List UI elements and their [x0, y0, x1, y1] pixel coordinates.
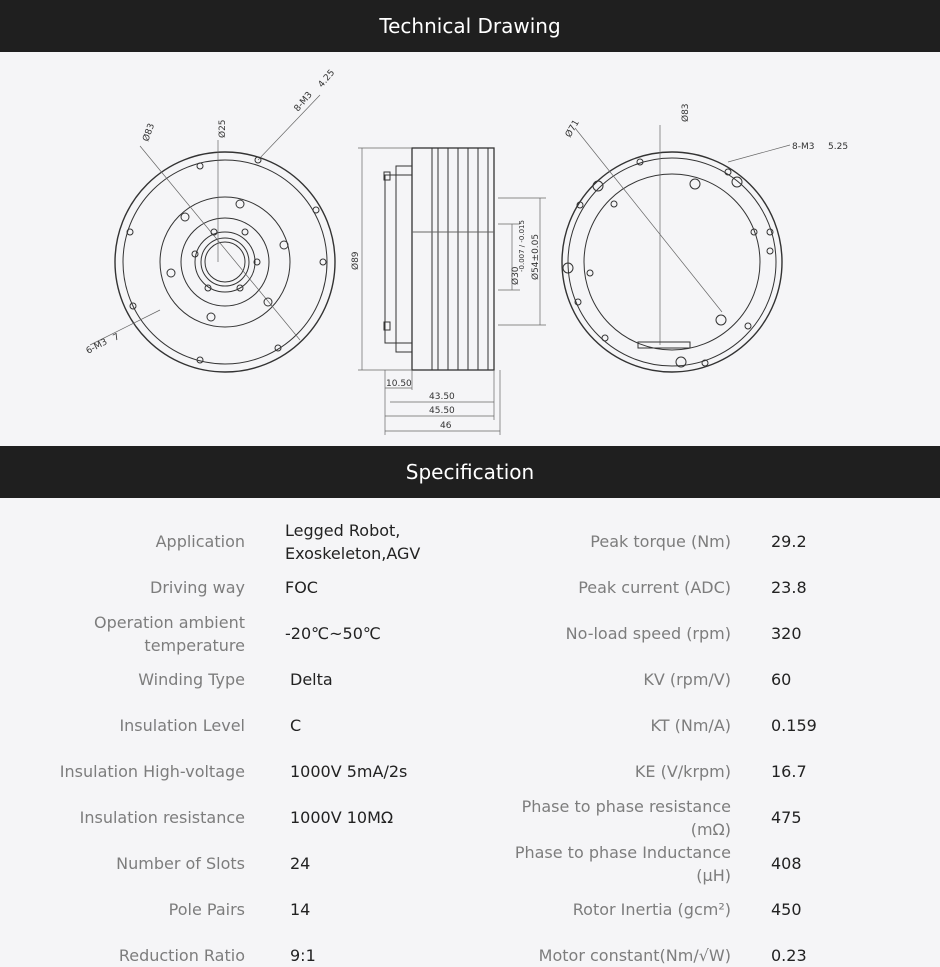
- spec-left-label: Number of Slots: [116, 854, 245, 873]
- spec-left-label: Insulation Level: [119, 716, 245, 735]
- side-height-label: Ø89: [351, 251, 361, 270]
- rear-holes-depth: 5.25: [828, 142, 849, 152]
- technical-drawing-title: Technical Drawing: [379, 14, 561, 38]
- spec-right-value: 0.23: [771, 946, 807, 965]
- spec-right-value: 450: [771, 900, 802, 919]
- spec-left-label: Insulation resistance: [79, 808, 245, 827]
- spec-left-label: Application: [155, 532, 245, 551]
- side-dia-30-tolerance: -0.007 / -0.015: [518, 220, 526, 272]
- spec-left-value: 24: [290, 854, 311, 873]
- spec-left-label: Reduction Ratio: [118, 946, 245, 965]
- spec-right-label: Phase to phase resistance (mΩ): [521, 797, 731, 839]
- spec-left-value: 1000V 5mA/2s: [290, 762, 408, 781]
- front-dia-83-label: Ø83: [141, 122, 158, 144]
- spec-right-value: 0.159: [771, 716, 817, 735]
- front-holes-left-label: 6-M3: [84, 337, 110, 357]
- front-holes-top-label: 8-M3: [292, 90, 315, 114]
- technical-drawing-header: [0, 0, 940, 52]
- front-dia-25-label: Ø25: [218, 119, 228, 138]
- rear-dia-83-label: Ø83: [681, 103, 691, 122]
- spec-right-value: 60: [771, 670, 792, 689]
- spec-left-value: 14: [290, 900, 311, 919]
- spec-left-value: -20℃~50℃: [285, 624, 381, 643]
- spec-left-label: Operation ambient temperature: [94, 613, 245, 655]
- spec-right-value: 475: [771, 808, 802, 827]
- spec-left-label: Insulation High-voltage: [59, 762, 245, 781]
- side-dia-54-label: Ø54±0.05: [531, 233, 541, 280]
- side-dia-30-label: Ø30: [511, 266, 521, 285]
- spec-right-value: 408: [771, 854, 802, 873]
- spec-right-label: KE (V/krpm): [634, 762, 731, 781]
- spec-right-label: KT (Nm/A): [650, 716, 731, 735]
- spec-left-value: 1000V 10MΩ: [290, 808, 394, 827]
- rear-holes-label: 8-M3: [792, 142, 815, 152]
- spec-left-value: Delta: [290, 670, 333, 689]
- spec-left-label: Driving way: [150, 578, 245, 597]
- side-dim-1050: 10.50: [386, 379, 412, 389]
- spec-right-label: KV (rpm/V): [643, 670, 731, 689]
- technical-drawing: [0, 52, 940, 446]
- side-dim-4550: 45.50: [429, 406, 455, 416]
- specification-table: [0, 498, 940, 963]
- spec-left-label: Winding Type: [138, 670, 245, 689]
- spec-left-value: C: [290, 716, 302, 735]
- front-holes-top-depth: 4.25: [316, 68, 338, 90]
- front-holes-left-depth: 7: [111, 332, 122, 344]
- rear-view: [562, 125, 790, 372]
- spec-left-value: FOC: [285, 578, 318, 597]
- spec-right-value: 16.7: [771, 762, 807, 781]
- spec-right-value: 23.8: [771, 578, 807, 597]
- spec-left-value: 9:1: [290, 946, 316, 965]
- spec-left-value: Legged Robot, Exoskeleton,AGV: [285, 521, 421, 563]
- spec-left-label: Pole Pairs: [168, 900, 245, 919]
- spec-right-label: Rotor Inertia (gcm²): [572, 900, 731, 919]
- spec-right-label: Phase to phase Inductance (μH): [514, 843, 731, 885]
- spec-right-label: No-load speed (rpm): [565, 624, 731, 643]
- spec-right-value: 29.2: [771, 532, 807, 551]
- side-dim-46: 46: [440, 421, 452, 431]
- spec-right-label: Peak current (ADC): [578, 578, 731, 597]
- spec-right-label: Peak torque (Nm): [590, 532, 731, 551]
- rear-dia-71-label: Ø71: [563, 118, 582, 140]
- spec-right-label: Motor constant(Nm/√W): [538, 946, 731, 965]
- front-view: [90, 95, 335, 372]
- specification-header: [0, 446, 940, 498]
- spec-right-value: 320: [771, 624, 802, 643]
- specification-title: Specification: [405, 460, 535, 484]
- side-dim-4350: 43.50: [429, 392, 455, 402]
